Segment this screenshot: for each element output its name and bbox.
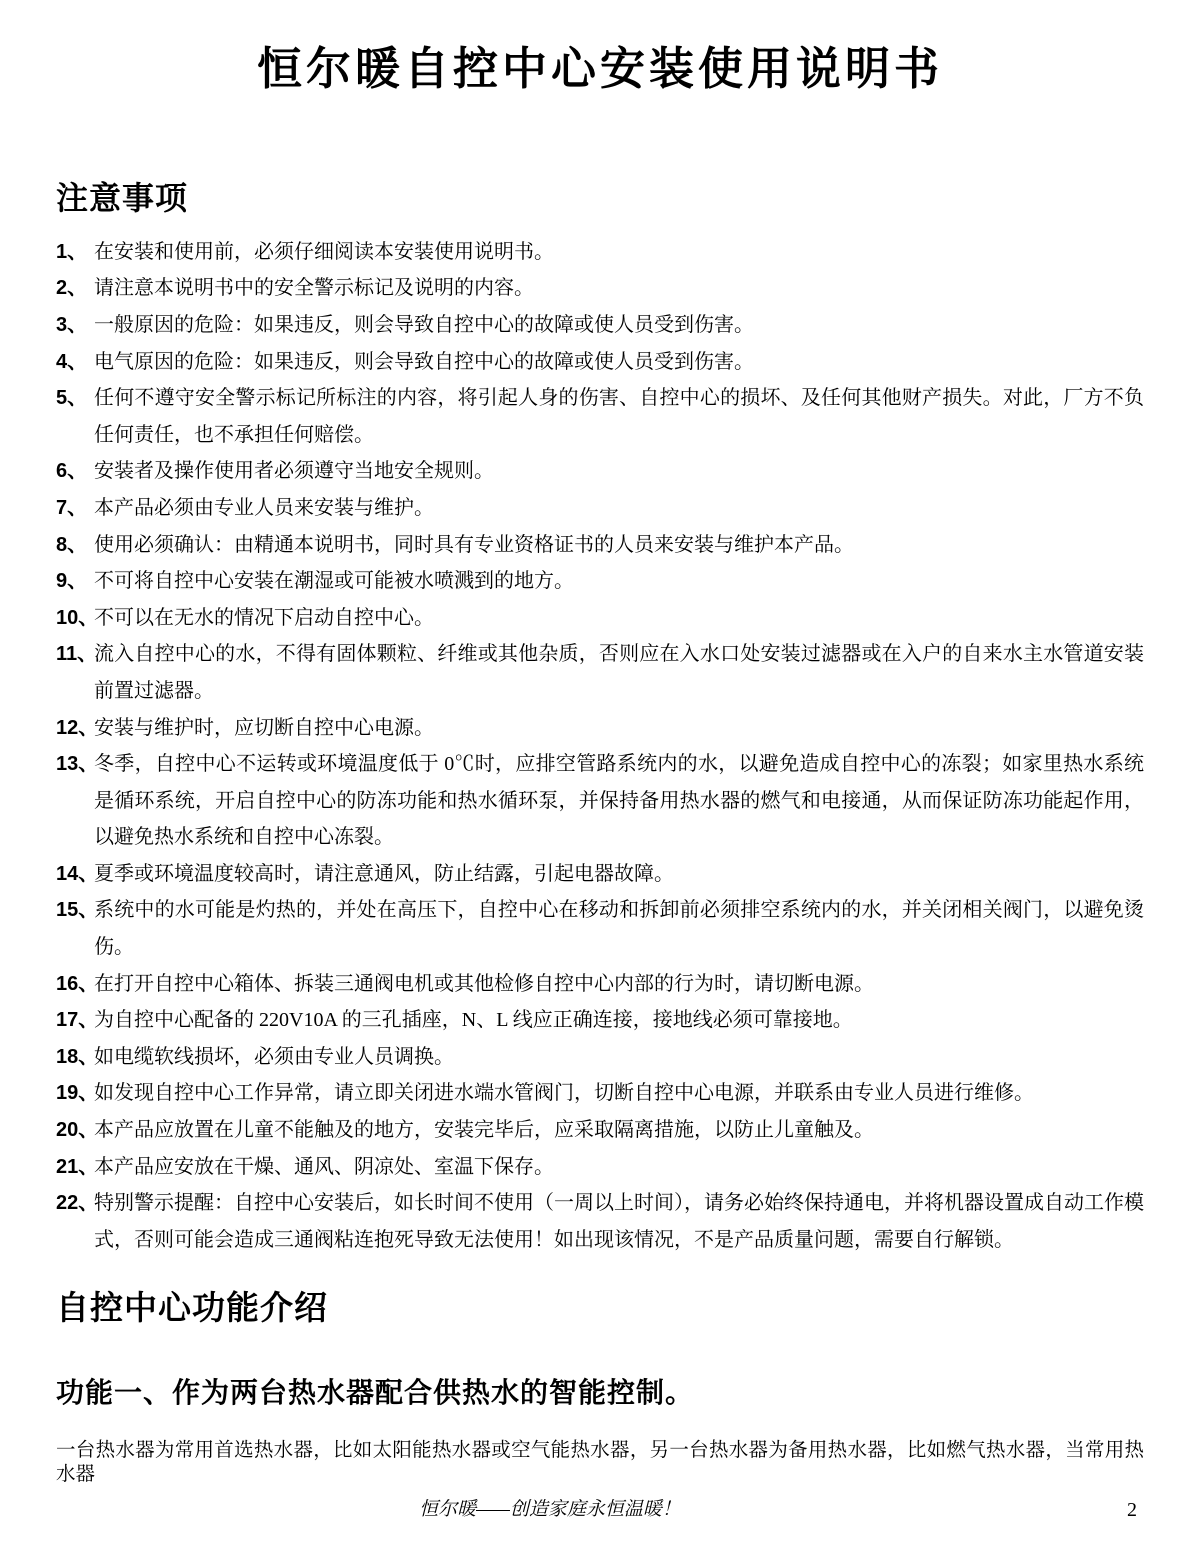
list-item bbox=[56, 453, 1144, 490]
item-text: 安装与维护时，应切断自控中心电源。 bbox=[94, 716, 434, 739]
document-title: 恒尔暖自控中心安装使用说明书 bbox=[256, 43, 943, 94]
item-text: 本产品应放置在儿童不能触及的地方，安装完毕后，应采取隔离措施，以防止儿童触及。 bbox=[94, 1119, 874, 1142]
list-item bbox=[56, 1112, 1144, 1149]
feature1-paragraph: 一台热水器为常用首选热水器，比如太阳能热水器或空气能热水器，另一台热水器为备用热水器，比如燃气热水器，当常用热水器 bbox=[56, 1439, 1144, 1485]
item-text: 一般原因的危险：如果违反，则会导致自控中心的故障或使人员受到伤害。 bbox=[94, 313, 754, 336]
list-item bbox=[56, 710, 1144, 747]
item-text: 特别警示提醒：自控中心安装后，如长时间不使用（一周以上时间），请务必始终保持通电，并将机器设置成自动工作模式，否则可能会造成三通阀粘连抱死导致无法使用！如出现该情况，不是产品质量问题，需要自行解锁。 bbox=[94, 1192, 1144, 1251]
item-number: 9、 bbox=[56, 570, 88, 593]
list-item bbox=[56, 490, 1144, 527]
item-number: 1、 bbox=[56, 240, 88, 263]
item-text: 本产品必须由专业人员来安装与维护。 bbox=[94, 496, 434, 519]
item-number: 7、 bbox=[56, 496, 88, 519]
list-item bbox=[56, 636, 1144, 709]
list-item bbox=[56, 563, 1144, 600]
item-text: 冬季，自控中心不运转或环境温度低于 0℃时，应排空管路系统内的水，以避免造成自控中心的冻裂；如家里热水系统是循环系统，开启自控中心的防冻功能和热水循环泵，并保持备用热水器的燃气和电接通，从而保证防冻功能起作用，以避免热水系统和自控中心冻裂。 bbox=[94, 753, 1144, 849]
page-footer bbox=[56, 1496, 1144, 1524]
list-item bbox=[56, 344, 1144, 381]
list-item bbox=[56, 1075, 1144, 1112]
item-number: 3、 bbox=[56, 313, 88, 336]
item-number: 17、 bbox=[56, 1009, 99, 1032]
functions-heading: 自控中心功能介绍 bbox=[56, 1289, 328, 1327]
precaution-list bbox=[56, 234, 1144, 1259]
item-number: 12、 bbox=[56, 716, 99, 739]
item-number: 4、 bbox=[56, 350, 88, 373]
list-item bbox=[56, 527, 1144, 564]
item-number: 22、 bbox=[56, 1192, 99, 1215]
item-number: 14、 bbox=[56, 862, 99, 885]
list-item bbox=[56, 307, 1144, 344]
item-number: 19、 bbox=[56, 1082, 99, 1105]
list-item bbox=[56, 1002, 1144, 1039]
item-number: 6、 bbox=[56, 460, 88, 483]
item-text: 流入自控中心的水，不得有固体颗粒、纤维或其他杂质，否则应在入水口处安装过滤器或在入户的自来水主水管道安装前置过滤器。 bbox=[94, 643, 1144, 702]
footer-slogan: 恒尔暖——创造家庭永恒温暖！ bbox=[419, 1498, 681, 1520]
item-number: 16、 bbox=[56, 972, 99, 995]
item-text: 请注意本说明书中的安全警示标记及说明的内容。 bbox=[94, 277, 534, 300]
list-item bbox=[56, 856, 1144, 893]
item-text: 任何不遵守安全警示标记所标注的内容，将引起人身的伤害、自控中心的损坏、及任何其他财产损失。对此，厂方不负任何责任，也不承担任何赔偿。 bbox=[94, 387, 1144, 446]
list-item bbox=[56, 892, 1144, 965]
item-number: 18、 bbox=[56, 1045, 99, 1068]
manual-page bbox=[0, 42, 1200, 1568]
item-text: 不可将自控中心安装在潮湿或可能被水喷溅到的地方。 bbox=[94, 570, 574, 593]
item-text: 安装者及操作使用者必须遵守当地安全规则。 bbox=[94, 460, 494, 483]
list-item bbox=[56, 1149, 1144, 1186]
item-text: 本产品应安放在干燥、通风、阴凉处、室温下保存。 bbox=[94, 1155, 554, 1178]
list-item bbox=[56, 1039, 1144, 1076]
feature1-heading: 功能一、作为两台热水器配合供热水的智能控制。 bbox=[56, 1377, 695, 1409]
list-item bbox=[56, 966, 1144, 1003]
item-number: 13、 bbox=[56, 753, 99, 776]
precautions-heading: 注意事项 bbox=[56, 180, 189, 216]
list-item bbox=[56, 380, 1144, 453]
item-number: 11、 bbox=[56, 643, 98, 666]
item-text: 为自控中心配备的 220V10A 的三孔插座，N、L 线应正确连接，接地线必须可靠接地。 bbox=[94, 1009, 853, 1032]
item-text: 使用必须确认：由精通本说明书，同时具有专业资格证书的人员来安装与维护本产品。 bbox=[94, 533, 854, 556]
item-number: 10、 bbox=[56, 606, 99, 629]
item-text: 夏季或环境温度较高时，请注意通风，防止结露，引起电器故障。 bbox=[94, 862, 674, 885]
item-number: 15、 bbox=[56, 899, 99, 922]
item-number: 8、 bbox=[56, 533, 88, 556]
item-text: 在打开自控中心箱体、拆装三通阀电机或其他检修自控中心内部的行为时，请切断电源。 bbox=[94, 972, 874, 995]
item-number: 5、 bbox=[56, 387, 88, 410]
list-item bbox=[56, 746, 1144, 856]
item-text: 电气原因的危险：如果违反，则会导致自控中心的故障或使人员受到伤害。 bbox=[94, 350, 754, 373]
list-item bbox=[56, 600, 1144, 637]
item-number: 21、 bbox=[56, 1155, 99, 1178]
list-item bbox=[56, 1185, 1144, 1258]
item-text: 如电缆软线损坏，必须由专业人员调换。 bbox=[94, 1045, 454, 1068]
list-item bbox=[56, 270, 1144, 307]
list-item bbox=[56, 234, 1144, 271]
page-number: 2 bbox=[1127, 1498, 1137, 1521]
item-text: 不可以在无水的情况下启动自控中心。 bbox=[94, 606, 434, 629]
item-text: 如发现自控中心工作异常，请立即关闭进水端水管阀门，切断自控中心电源，并联系由专业人员进行维修。 bbox=[94, 1082, 1034, 1105]
item-number: 2、 bbox=[56, 277, 88, 300]
item-number: 20、 bbox=[56, 1119, 99, 1142]
item-text: 在安装和使用前，必须仔细阅读本安装使用说明书。 bbox=[94, 240, 554, 263]
item-text: 系统中的水可能是灼热的，并处在高压下，自控中心在移动和拆卸前必须排空系统内的水，并关闭相关阀门，以避免烫伤。 bbox=[94, 899, 1144, 959]
